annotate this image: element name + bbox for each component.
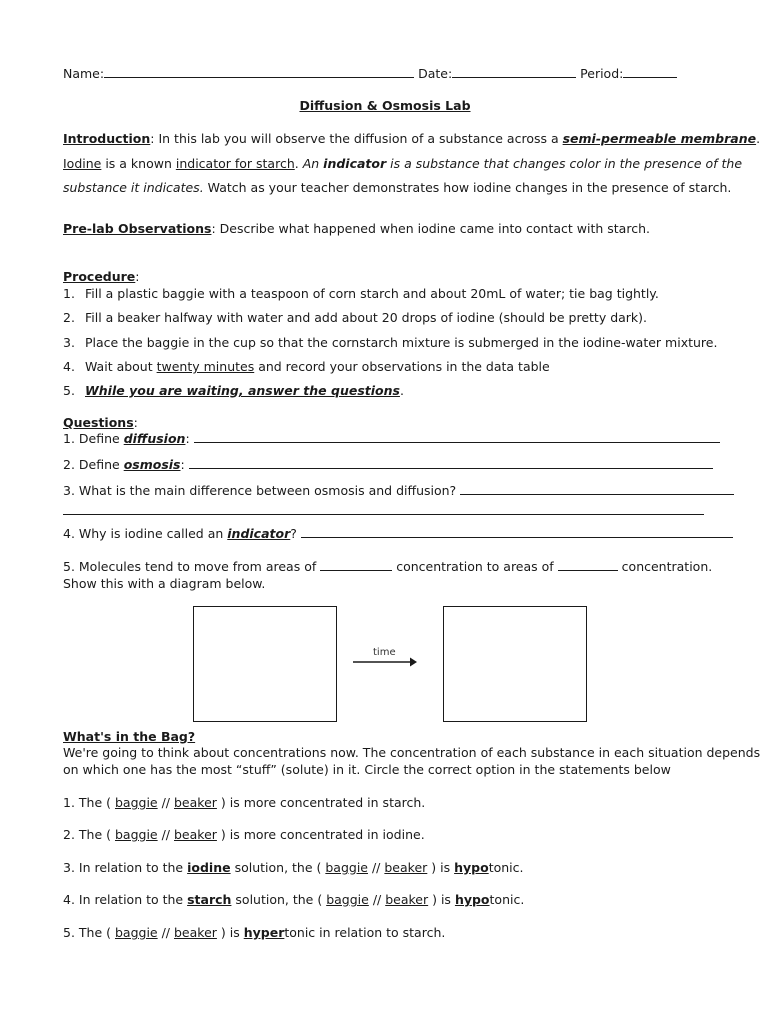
question-text: 1. Define xyxy=(63,431,124,446)
statement-text: ) is more concentrated in iodine. xyxy=(216,827,425,842)
bag-statement-5 xyxy=(63,925,445,941)
step-text: Fill a plastic baggie with a teaspoon of corn starch and about 20mL of water; tie bag tightly. xyxy=(85,286,659,301)
option-baggie[interactable]: baggie xyxy=(326,892,369,907)
statement-text: tonic. xyxy=(488,860,524,875)
option-baggie[interactable]: baggie xyxy=(114,925,158,940)
option-separator: // xyxy=(157,795,174,810)
option-baggie[interactable]: baggie xyxy=(325,860,368,875)
answer-field-q3[interactable] xyxy=(460,483,734,495)
intro-heading: Introduction xyxy=(63,131,151,146)
question-text: 4. Why is iodine called an xyxy=(63,526,228,541)
statement-text: 4. In relation to the xyxy=(63,892,188,907)
option-separator: // xyxy=(157,827,174,842)
option-beaker[interactable]: beaker xyxy=(174,827,217,842)
statement-text: ) is xyxy=(427,860,455,875)
term-hypo: hypo xyxy=(454,892,490,907)
intro-text: . xyxy=(294,156,303,171)
bag-statement-3 xyxy=(63,860,523,876)
intro-text: : In this lab you will observe the diffusion of a substance across a xyxy=(150,131,563,146)
question-text: concentration. xyxy=(621,559,713,574)
statement-text: ) is xyxy=(428,892,455,907)
question-text: 2. Define xyxy=(63,457,124,472)
statement-text: solution, the ( xyxy=(231,892,327,907)
procedure-step xyxy=(63,310,647,326)
term-iodine: iodine xyxy=(187,860,231,875)
period-label: Period: xyxy=(580,66,624,81)
term-semi-permeable: semi-permeable membrane xyxy=(562,131,757,146)
question-text: : xyxy=(180,457,185,472)
statement-text: ) is more concentrated in starch. xyxy=(216,795,426,810)
procedure-step xyxy=(63,335,717,351)
statement-text: tonic in relation to starch. xyxy=(284,925,446,940)
intro-text: . xyxy=(756,131,761,146)
statement-text: ) is xyxy=(216,925,244,940)
intro-line-1 xyxy=(63,131,760,147)
answer-field-q5-from[interactable] xyxy=(320,559,392,571)
statement-text: 5. The ( xyxy=(63,925,115,940)
name-label: Name: xyxy=(63,66,105,81)
term-iodine: Iodine xyxy=(63,156,102,171)
answer-field-q1[interactable] xyxy=(194,431,720,443)
procedure-heading-line xyxy=(63,269,140,285)
intro-text: is a known xyxy=(101,156,176,171)
time-arrow-icon xyxy=(352,656,418,668)
step-number: 4. xyxy=(63,359,75,374)
step-number: 5. xyxy=(63,383,75,398)
question-text: ? xyxy=(290,526,297,541)
bag-intro-line-1: We're going to think about concentrations now. The concentration of each substance in each situation depends xyxy=(63,745,761,760)
statement-text: solution, the ( xyxy=(230,860,326,875)
step-text: Place the baggie in the cup so that the cornstarch mixture is submerged in the iodine-water mixture. xyxy=(85,335,718,350)
question-text: : xyxy=(185,431,190,446)
step-text: Wait about xyxy=(85,359,157,374)
procedure-colon: : xyxy=(135,269,140,284)
question-3 xyxy=(63,483,734,499)
intro-text: is a substance that changes color in the presence of the xyxy=(386,156,743,171)
page-title: Diffusion & Osmosis Lab xyxy=(299,98,471,113)
step-text: While you are waiting, answer the questions xyxy=(85,383,400,398)
bag-statement-4 xyxy=(63,892,524,908)
intro-text: substance it indicates. xyxy=(63,180,204,195)
statement-text: 3. In relation to the xyxy=(63,860,188,875)
option-separator: // xyxy=(157,925,174,940)
question-5-instruction: Show this with a diagram below. xyxy=(63,576,266,591)
procedure-step xyxy=(63,359,550,375)
prelab-heading: Pre-lab Observations xyxy=(63,221,212,236)
option-baggie[interactable]: baggie xyxy=(114,795,158,810)
question-text: 3. What is the main difference between osmosis and diffusion? xyxy=(63,483,457,498)
option-separator: // xyxy=(368,892,386,907)
step-number: 3. xyxy=(63,335,75,350)
answer-field-q2[interactable] xyxy=(189,457,713,469)
diagram-box-before[interactable] xyxy=(193,606,337,722)
term-hyper: hyper xyxy=(243,925,285,940)
procedure-heading: Procedure xyxy=(63,269,136,284)
term-hypo: hypo xyxy=(454,860,489,875)
date-field[interactable] xyxy=(452,66,576,78)
bag-statement-2 xyxy=(63,827,425,843)
statement-text: 2. The ( xyxy=(63,827,115,842)
intro-line-3 xyxy=(63,180,731,196)
option-beaker[interactable]: beaker xyxy=(384,860,428,875)
question-5 xyxy=(63,559,712,575)
term-indicator: indicator xyxy=(227,526,291,541)
option-baggie[interactable]: baggie xyxy=(114,827,158,842)
term-osmosis: osmosis xyxy=(123,457,181,472)
question-text: 5. Molecules tend to move from areas of xyxy=(63,559,317,574)
term-indicator-for-starch: indicator for starch xyxy=(175,156,295,171)
prelab-line xyxy=(63,221,650,237)
step-text: and record your observations in the data table xyxy=(254,359,550,374)
option-separator: // xyxy=(368,860,385,875)
term-starch: starch xyxy=(187,892,232,907)
questions-colon: : xyxy=(133,415,138,430)
arrow-label: time xyxy=(373,647,396,658)
step-text: twenty minutes xyxy=(156,359,255,374)
prelab-text: : Describe what happened when iodine came into contact with starch. xyxy=(211,221,650,236)
answer-line-q3-continued[interactable] xyxy=(63,514,704,515)
question-2 xyxy=(63,457,713,473)
questions-heading: Questions xyxy=(63,415,134,430)
step-number: 2. xyxy=(63,310,75,325)
statement-text: tonic. xyxy=(489,892,525,907)
intro-text: Watch as your teacher demonstrates how iodine changes in the presence of starch. xyxy=(203,180,732,195)
option-beaker[interactable]: beaker xyxy=(174,925,217,940)
question-text: concentration to areas of xyxy=(396,559,554,574)
answer-field-q4[interactable] xyxy=(301,526,733,538)
header-line xyxy=(63,66,677,82)
step-number: 1. xyxy=(63,286,75,301)
step-text: Fill a beaker halfway with water and add about 20 drops of iodine (should be pretty dark). xyxy=(85,310,648,325)
questions-heading-line xyxy=(63,415,138,431)
option-beaker[interactable]: beaker xyxy=(385,892,429,907)
intro-text: An xyxy=(302,156,324,171)
step-text: . xyxy=(399,383,404,398)
bag-intro-line-2: on which one has the most “stuff” (solute) in it. Circle the correct option in the statements below xyxy=(63,762,671,777)
statement-text: 1. The ( xyxy=(63,795,115,810)
diagram-box-after[interactable] xyxy=(443,606,587,722)
date-label: Date: xyxy=(418,66,453,81)
question-1 xyxy=(63,431,720,447)
answer-field-q5-to[interactable] xyxy=(558,559,618,571)
term-diffusion: diffusion xyxy=(123,431,186,446)
procedure-step xyxy=(63,383,404,399)
period-field[interactable] xyxy=(623,66,677,78)
procedure-step xyxy=(63,286,659,302)
term-indicator: indicator xyxy=(323,156,387,171)
intro-line-2 xyxy=(63,156,742,172)
bag-heading: What's in the Bag? xyxy=(63,729,196,744)
question-4 xyxy=(63,526,733,542)
name-field[interactable] xyxy=(104,66,414,78)
option-beaker[interactable]: beaker xyxy=(174,795,217,810)
bag-statement-1 xyxy=(63,795,425,811)
